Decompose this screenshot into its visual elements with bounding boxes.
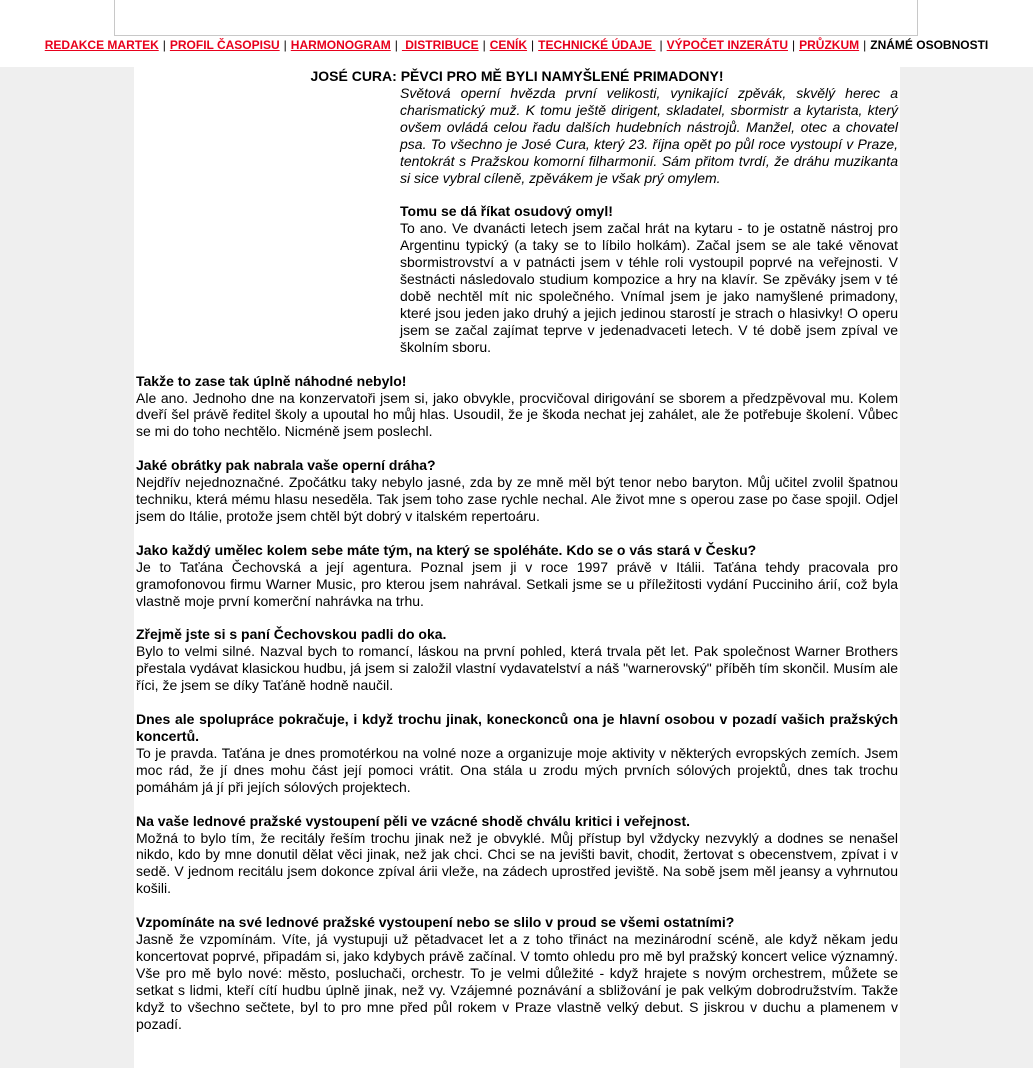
nav-separator: | bbox=[394, 38, 398, 52]
nav-separator: | bbox=[792, 38, 796, 52]
nav-link-zname-osobnosti: ZNÁMÉ OSOBNOSTI bbox=[870, 38, 989, 52]
nav-link-harmonogram[interactable]: HARMONOGRAM bbox=[290, 38, 391, 52]
main-navigation bbox=[0, 37, 1033, 53]
article-lead: Světová operní hvězda první velikosti, vynikající zpěvák, skvělý herec a charismatický muž. K tomu ještě dirigent, skladatel, sbormistr a kytarista, který ovšem ovládá celou řadu dalších hudebních nástrojů. Manžel, otec a chovatel psa. To všechno je José Cura, který 23. října opět po půl roce vystoupí v Praze, tentokrát s Pražskou komorní filharmonií. Sám přitom tvrdí, že dráhu muzikanta si sice vybral cíleně, zpěvákem je však prý omylem. bbox=[400, 85, 898, 186]
photo-spacer bbox=[136, 85, 400, 352]
nav-separator: | bbox=[162, 38, 166, 52]
interview-question: Jaké obrátky pak nabrala vaše operní dráha? bbox=[136, 457, 436, 474]
nav-link-redakce-martek[interactable]: REDAKCE MARTEK bbox=[44, 38, 159, 52]
nav-link-cenik[interactable]: CENÍK bbox=[489, 38, 528, 52]
nav-separator: | bbox=[482, 38, 486, 52]
interview-question: Takže to zase tak úplně náhodné nebylo! bbox=[136, 372, 407, 389]
interview-question: Vzpomínáte na své lednové pražské vystoupení nebo se slilo v proud se všemi ostatními? bbox=[136, 914, 735, 931]
interview-question: Zřejmě jste si s paní Čechovskou padli do oka. bbox=[136, 626, 447, 643]
nav-separator: | bbox=[659, 38, 663, 52]
article-container bbox=[134, 67, 900, 1068]
interview-answer: To je pravda. Taťána je dnes promotérkou na volné noze a organizuje moje aktivity v některých evropských zemích. Jsem moc rád, že jí dnes mohu část její pomoci vrátit. Ona stála u zrodu mých prvních sólových projektů, dnes tak trochu pomáhám já jí při jejích sólových projektech. bbox=[136, 744, 898, 795]
nav-separator: | bbox=[283, 38, 287, 52]
interview-answer: To ano. Ve dvanácti letech jsem začal hrát na kytaru - to je ostatně nástroj pro Argentinu typický (a taky se to líbilo holkám). Začal jsem se ale také věnovat sbormistrovství a v patnácti jsem v téhle roli vystoupil poprvé na veřejnosti. V šestnácti následovalo studium kompozice a hry na klavír. Se zpěváky jsem v té době nechtěl mít nic společného. Vnímal jsem je jako namyšlené primadony, které jsou jeden jako druhý a jejich jedinou starostí je strach o hlasivky! O operu jsem se začal zajímat teprve v jedenadvaceti letech. V té době jsem zpíval ve školním sboru. bbox=[400, 220, 898, 355]
nav-separator: | bbox=[863, 38, 867, 52]
interview-answer: Je to Taťána Čechovská a její agentura. Poznal jsem ji v roce 1997 právě v Itálii. Taťána tehdy pracovala pro gramofonovou firmu Warner Music, pro kterou jsem nahrával. Setkali jsme se u příležitosti vydání Pucciniho árií, což byla vlastně moje první komerční nahrávka na trhu. bbox=[136, 558, 898, 609]
interview-question: Jako každý umělec kolem sebe máte tým, na který se spoléháte. Kdo se o vás stará v Česku? bbox=[136, 541, 757, 558]
interview-question: Tomu se dá říkat osudový omyl! bbox=[400, 203, 613, 220]
header-bar bbox=[0, 0, 1033, 67]
interview-answer: Jasně že vzpomínám. Víte, já vystupuji už pětadvacet let a z toho třináct na mezinárodní scéně, ale když někam jedu koncertovat poprvé, připadám si, jako kdybych právě začínal. V tomto ohledu pro mě byl pražský koncert velice významný. Vše pro mě bylo nové: město, posluchači, orchestr. To je velmi důležité - když hrajete s novým orchestrem, můžete se setkat s lidmi, kteří cítí hudbu úplně jinak, než vy. Vzájemné poznávání a sbližování je pak velkým dobrodružstvím. Takže když to všechno sečtete, byl to pro mne před půl rokem v Praze vlastně velký debut. S jiskrou v duchu a plamenem v pozadí. bbox=[136, 931, 898, 1032]
interview-answer: Bylo to velmi silné. Nazval bych to romancí, láskou na první pohled, která trvala pět let. Pak společnost Warner Brothers přestala vydávat klasickou hudbu, já jsem si založil vlastní vydavatelství a náš "warnerovský" příběh tím skončil. Musím ale říci, že jsem se díky Taťáně hodně naučil. bbox=[136, 643, 898, 694]
nav-link-distribuce[interactable]: DISTRIBUCE bbox=[401, 38, 479, 52]
nav-link-vypocet-inzeratu[interactable]: VÝPOČET INZERÁTU bbox=[666, 38, 788, 52]
nav-link-pruzkum[interactable]: PRŮZKUM bbox=[799, 38, 860, 52]
interview-question: Dnes ale spolupráce pokračuje, i když trochu jinak, koneckonců ona je hlavní osobou v pozadí vašich pražských koncertů. bbox=[136, 711, 898, 744]
nav-link-profil-casopisu[interactable]: PROFIL ČASOPISU bbox=[169, 38, 280, 52]
nav-link-technicke-udaje[interactable]: TECHNICKÉ ÚDAJE bbox=[538, 38, 656, 52]
interview-answer: Ale ano. Jednoho dne na konzervatoři jsem si, jako obvykle, procvičoval dirigování se sborem a předzpěvoval mu. Kolem dveří šel právě ředitel školy a upoutal ho můj hlas. Usoudil, že je škoda nechat jej zahálet, ale že potřebuje školení. Vůbec se mi do toho nechtělo. Nicméně jsem poslechl. bbox=[136, 389, 898, 440]
nav-separator: | bbox=[531, 38, 535, 52]
interview-answer: Nejdřív nejednoznačné. Zpočátku taky nebylo jasné, zda by ze mně měl být tenor nebo baryton. Můj učitel zvolil špatnou techniku, která mému hlasu neseděla. Tak jsem toho zase rychle nechal. Ale život mne s operou zase po čase spojil. Odjel jsem do Itálie, protože jsem chtěl být dobrý v italském repertoáru. bbox=[136, 474, 898, 524]
interview-answer: Možná to bylo tím, že recitály řeším trochu jinak než je obvyklé. Můj přístup byl vždycky nezvyklý a dodnes se nenašel nikdo, kdo by mne donutil dělat věci jinak, než jak chci. Chci se na jevišti bavit, chodit, žertovat s obecenstvem, zpívat i v sedě. V jednom recitálu jsem dokonce zpíval árii vleže, na zádech uprostřed jeviště. Na sobě jsem měl jeansy a vyhrnutou košili. bbox=[136, 829, 898, 897]
interview-question: Na vaše lednové pražské vystoupení pěli ve vzácné shodě chválu kritici i veřejnost. bbox=[136, 812, 691, 829]
header-banner bbox=[114, 0, 918, 36]
article-body bbox=[136, 85, 898, 1050]
article-title: JOSÉ CURA: PĚVCI PRO MĚ BYLI NAMYŠLENÉ PRIMADONY! bbox=[310, 68, 724, 84]
